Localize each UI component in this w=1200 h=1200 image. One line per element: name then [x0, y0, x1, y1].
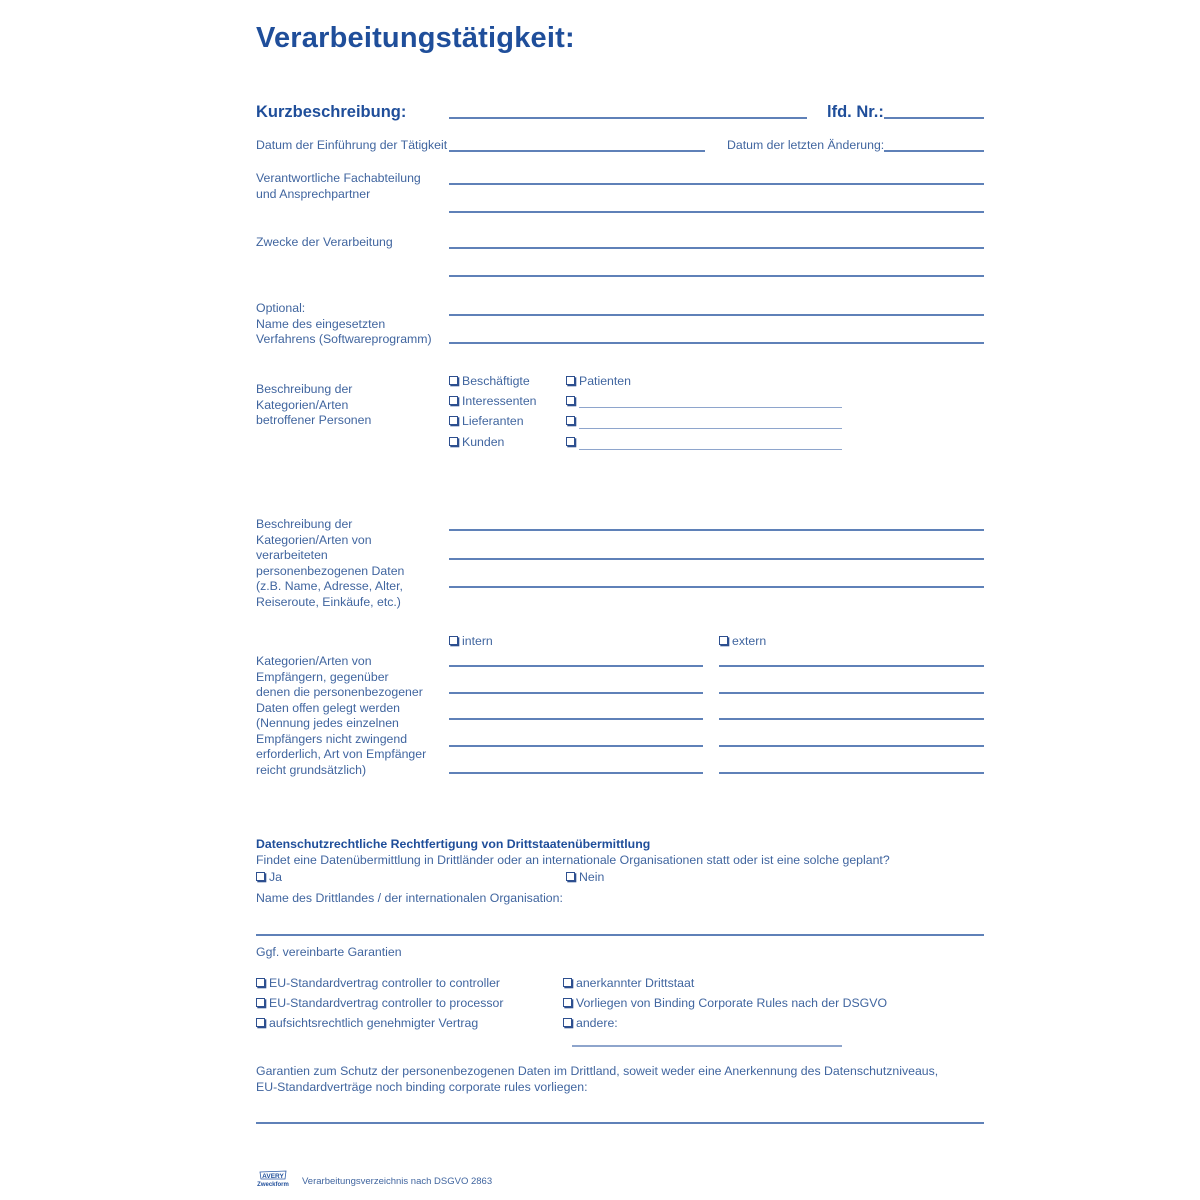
other-person-field[interactable]: [579, 449, 842, 450]
data-categories-field[interactable]: [449, 529, 984, 531]
persons-label-line: Beschreibung der: [256, 382, 353, 396]
data-categories-label-line: Kategorien/Arten von: [256, 532, 372, 547]
checkbox-other-3[interactable]: [566, 435, 579, 450]
checkbox-icon: [566, 376, 575, 385]
page-title: Verarbeitungstätigkeit:: [256, 22, 575, 54]
fachabteilung-label-line: Verantwortliche Fachabteilung: [256, 171, 421, 185]
checkbox-bcr[interactable]: [563, 996, 887, 1011]
protection-text-line: EU-Standardverträge noch binding corporate rules vorliegen:: [256, 1079, 588, 1094]
checkbox-kunden[interactable]: [449, 435, 504, 450]
checkbox-icon: [449, 376, 458, 385]
checkbox-icon: [563, 978, 572, 987]
software-field[interactable]: [449, 342, 984, 344]
checkbox-beschaeftigte[interactable]: [449, 374, 530, 389]
footer-text: Verarbeitungsverzeichnis nach DSGVO 2863: [302, 1176, 493, 1187]
checkbox-other[interactable]: [563, 1016, 618, 1031]
datum-aenderung-field[interactable]: [884, 150, 984, 152]
checkbox-icon: [449, 636, 458, 645]
option-label: EU-Standardvertrag controller to processor: [269, 996, 504, 1010]
logo-text-avery: AVERY: [262, 1173, 284, 1180]
intern-recipient-field[interactable]: [449, 665, 703, 667]
option-label: Lieferanten: [462, 414, 524, 428]
optional-label: [256, 301, 432, 348]
recipients-label-line: erforderlich, Art von Empfänger: [256, 747, 427, 761]
zwecke-label: Zwecke der Verarbeitung: [256, 235, 393, 249]
software-field[interactable]: [449, 314, 984, 316]
checkbox-nein[interactable]: [566, 870, 604, 885]
logo-text-zweckform: Zweckform: [257, 1182, 289, 1188]
recipients-label-line: Daten offen gelegt werden: [256, 700, 401, 715]
checkbox-other-1[interactable]: [566, 394, 579, 409]
checkbox-intern[interactable]: [449, 634, 493, 649]
checkbox-icon: [566, 872, 575, 881]
data-categories-label-line: verarbeiteten: [256, 548, 328, 562]
option-label: Kunden: [462, 435, 505, 449]
checkbox-patienten[interactable]: [566, 374, 631, 389]
datum-einfuehrung-label: Datum der Einführung der Tätigkeit: [256, 138, 448, 152]
fachabteilung-field[interactable]: [449, 183, 984, 185]
checkbox-icon: [256, 872, 265, 881]
data-categories-label-line: Beschreibung der: [256, 517, 353, 531]
recipients-label-line: (Nennung jedes einzelnen: [256, 716, 399, 730]
other-guarantee-field[interactable]: [572, 1045, 842, 1047]
checkbox-icon: [563, 1018, 572, 1027]
data-categories-label-line: personenbezogenen Daten: [256, 563, 405, 578]
protection-text-line: Garantien zum Schutz der personenbezogenen Daten im Drittland, soweit weder eine Anerkennung des Datenschutzniveaus,: [256, 1064, 939, 1078]
checkbox-icon: [719, 636, 728, 645]
option-label: extern: [732, 634, 767, 648]
datum-aenderung-label: Datum der letzten Änderung:: [727, 138, 885, 152]
fachabteilung-field[interactable]: [449, 211, 984, 213]
checkbox-approved-contract[interactable]: [256, 1016, 478, 1031]
option-label: Beschäftigte: [462, 374, 530, 388]
country-label: Name des Drittlandes / der internationalen Organisation:: [256, 891, 563, 905]
persons-label-line: Kategorien/Arten: [256, 397, 349, 412]
lfd-nr-label: lfd. Nr.:: [827, 103, 884, 121]
data-categories-label-line: Reiseroute, Einkäufe, etc.): [256, 594, 401, 609]
option-label: andere:: [576, 1016, 618, 1030]
checkbox-eu-c2p[interactable]: [256, 996, 503, 1011]
checkbox-icon: [256, 1018, 265, 1027]
kurzbeschreibung-label: Kurzbeschreibung:: [256, 103, 407, 121]
recipients-label-line: Empfängers nicht zwingend: [256, 731, 408, 746]
intern-recipient-field[interactable]: [449, 718, 703, 720]
checkbox-icon: [449, 416, 458, 425]
zwecke-field[interactable]: [449, 275, 984, 277]
extern-recipient-field[interactable]: [719, 665, 984, 667]
intern-recipient-field[interactable]: [449, 692, 703, 694]
option-label: Patienten: [579, 374, 631, 388]
zwecke-field[interactable]: [449, 247, 984, 249]
fachabteilung-label-line: und Ansprechpartner: [256, 186, 371, 201]
option-label: anerkannter Drittstaat: [576, 976, 695, 990]
other-person-field[interactable]: [579, 428, 842, 429]
data-categories-label: [256, 517, 404, 610]
checkbox-icon: [256, 978, 265, 987]
checkbox-recognized-country[interactable]: [563, 976, 694, 991]
checkbox-icon: [566, 437, 575, 446]
fachabteilung-label: [256, 171, 421, 202]
recipients-label-line: reicht grundsätzlich): [256, 762, 367, 777]
recipients-label-line: Empfängern, gegenüber: [256, 669, 389, 684]
protection-text: [256, 1064, 938, 1095]
checkbox-icon: [563, 998, 572, 1007]
avery-zweckform-logo: [256, 1170, 290, 1190]
option-label: Ja: [269, 870, 282, 884]
protection-field[interactable]: [256, 1122, 984, 1124]
transfer-question: Findet eine Datenübermittlung in Drittländer oder an internationale Organisationen statt oder ist eine solche geplant?: [256, 853, 890, 867]
recipients-label-line: denen die personenbezogener: [256, 685, 423, 699]
checkbox-eu-c2c[interactable]: [256, 976, 500, 991]
option-label: Nein: [579, 870, 605, 884]
optional-label-line: Optional:: [256, 301, 306, 315]
intern-recipient-field[interactable]: [449, 745, 703, 747]
option-label: Interessenten: [462, 394, 537, 408]
checkbox-extern[interactable]: [719, 634, 766, 649]
other-person-field[interactable]: [579, 407, 842, 408]
lfd-nr-field[interactable]: [884, 117, 984, 119]
checkbox-ja[interactable]: [256, 870, 282, 885]
country-field[interactable]: [256, 934, 984, 936]
recipients-label-line: Kategorien/Arten von: [256, 654, 372, 668]
option-label: aufsichtsrechtlich genehmigter Vertrag: [269, 1016, 479, 1030]
recipients-label: [256, 654, 426, 778]
checkbox-icon: [566, 396, 575, 405]
guarantees-label: Ggf. vereinbarte Garantien: [256, 945, 402, 959]
persons-label-line: betroffener Personen: [256, 413, 372, 427]
extern-recipient-field[interactable]: [719, 718, 984, 720]
checkbox-icon: [256, 998, 265, 1007]
persons-label: [256, 382, 371, 429]
extern-recipient-field[interactable]: [719, 692, 984, 694]
intern-recipient-field[interactable]: [449, 772, 703, 774]
option-label: intern: [462, 634, 493, 648]
checkbox-icon: [449, 437, 458, 446]
option-label: EU-Standardvertrag controller to controller: [269, 976, 501, 990]
data-categories-label-line: (z.B. Name, Adresse, Alter,: [256, 579, 403, 593]
checkbox-icon: [566, 416, 575, 425]
extern-recipient-field[interactable]: [719, 745, 984, 747]
optional-label-line: Name des eingesetzten: [256, 316, 386, 331]
option-label: Vorliegen von Binding Corporate Rules nach der DSGVO: [576, 996, 888, 1010]
checkbox-other-2[interactable]: [566, 414, 579, 429]
checkbox-lieferanten[interactable]: [449, 414, 524, 429]
data-categories-field[interactable]: [449, 558, 984, 560]
data-categories-field[interactable]: [449, 586, 984, 588]
checkbox-interessenten[interactable]: [449, 394, 537, 409]
transfer-heading: Datenschutzrechtliche Rechtfertigung von Drittstaatenübermittlung: [256, 837, 651, 851]
kurzbeschreibung-field[interactable]: [449, 117, 807, 119]
optional-label-line: Verfahrens (Softwareprogramm): [256, 332, 432, 347]
checkbox-icon: [449, 396, 458, 405]
datum-einfuehrung-field[interactable]: [449, 150, 705, 152]
extern-recipient-field[interactable]: [719, 772, 984, 774]
